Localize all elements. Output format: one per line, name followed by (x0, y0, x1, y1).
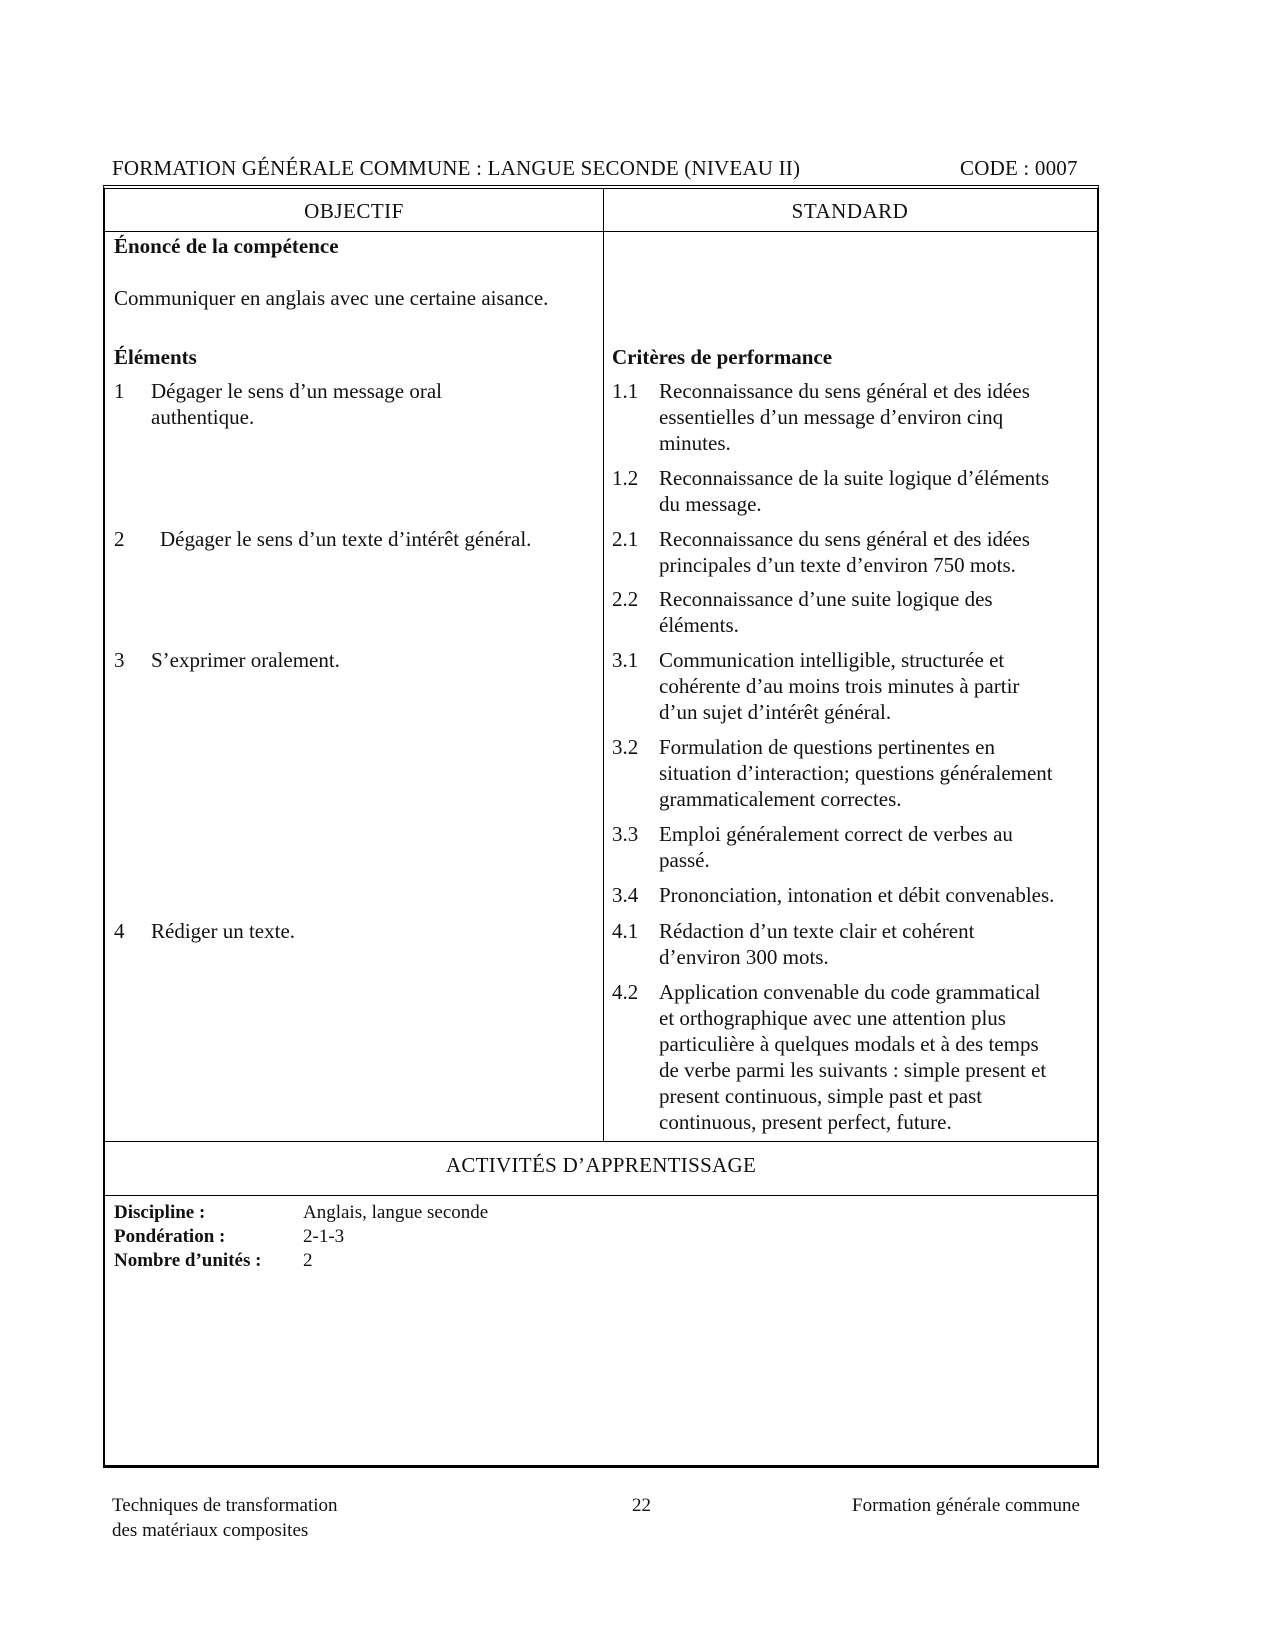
criterion-text: Emploi généralement correct de verbes au (659, 822, 1013, 846)
page-number: 22 (632, 1495, 651, 1516)
criterion-text: continuous, present perfect, future. (659, 1110, 952, 1134)
criterion-text: Rédaction d’un texte clair et cohérent (659, 919, 975, 943)
criterion-text: Application convenable du code grammatical (659, 980, 1041, 1004)
page-header-title: FORMATION GÉNÉRALE COMMUNE : LANGUE SECONDE (NIVEAU II) (112, 156, 801, 180)
element-text: Rédiger un texte. (151, 919, 296, 943)
criterion-text: Reconnaissance du sens général et des idées (659, 527, 1030, 551)
unites-label: Nombre d’unités : (114, 1250, 262, 1271)
course-code: CODE : 0007 (960, 156, 1078, 180)
footer-program-line1: Techniques de transformation (112, 1495, 338, 1516)
criterion-text: Formulation de questions pertinentes en (659, 735, 995, 759)
criterion-text: d’un sujet d’intérêt général. (659, 700, 892, 724)
criterion-number: 4.2 (612, 980, 639, 1004)
element-text: Dégager le sens d’un message oral (151, 379, 442, 403)
element-number: 2 (114, 527, 125, 551)
criterion-text: Reconnaissance de la suite logique d’éléments (659, 466, 1050, 490)
criterion-number: 3.4 (612, 883, 639, 907)
column-divider (603, 189, 604, 1141)
criterion-number: 3.1 (612, 648, 639, 672)
enonce-heading: Énoncé de la compétence (114, 234, 339, 258)
criterion-number: 4.1 (612, 919, 639, 943)
competency-table (103, 185, 1099, 1468)
activites-heading: ACTIVITÉS D’APPRENTISSAGE (445, 1153, 757, 1177)
criterion-number: 2.2 (612, 587, 639, 611)
elements-heading: Éléments (114, 345, 197, 369)
criterion-text: Prononciation, intonation et débit convenables. (659, 883, 1055, 907)
element-text: Dégager le sens d’un texte d’intérêt général. (160, 527, 532, 551)
ponderation-value: 2-1-3 (303, 1226, 345, 1247)
criterion-text: éléments. (659, 613, 739, 637)
unites-value: 2 (303, 1250, 313, 1271)
criterion-number: 1.2 (612, 466, 639, 490)
criterion-number: 1.1 (612, 379, 639, 403)
footer-program-line2: des matériaux composites (112, 1520, 309, 1541)
element-text: authentique. (151, 405, 255, 429)
criterion-number: 2.1 (612, 527, 639, 551)
element-number: 1 (114, 379, 125, 403)
discipline-label: Discipline : (114, 1202, 206, 1223)
element-text: S’exprimer oralement. (151, 648, 340, 672)
column-header-objectif: OBJECTIF (304, 199, 404, 223)
ponderation-label: Pondération : (114, 1226, 226, 1247)
footer-section: Formation générale commune (852, 1495, 1080, 1516)
activites-divider (105, 1195, 1097, 1196)
criterion-text: et orthographique avec une attention plus (659, 1006, 1006, 1030)
criterion-text: Communication intelligible, structurée et (659, 648, 1005, 672)
criterion-text: situation d’interaction; questions généralement (659, 761, 1053, 785)
criterion-text: d’environ 300 mots. (659, 945, 829, 969)
criterion-text: grammaticalement correctes. (659, 787, 902, 811)
criterion-text: present continuous, simple past et past (659, 1084, 983, 1108)
element-number: 4 (114, 919, 125, 943)
criteres-heading: Critères de performance (612, 345, 833, 369)
section-divider (105, 1141, 1097, 1142)
criterion-text: principales d’un texte d’environ 750 mots. (659, 553, 1016, 577)
criterion-text: essentielles d’un message d’environ cinq (659, 405, 1004, 429)
criterion-text: particulière à quelques modals et à des temps (659, 1032, 1039, 1056)
criterion-number: 3.3 (612, 822, 639, 846)
header-divider (105, 231, 1097, 232)
criterion-text: minutes. (659, 431, 731, 455)
criterion-number: 3.2 (612, 735, 639, 759)
criterion-text: Reconnaissance d’une suite logique des (659, 587, 993, 611)
discipline-value: Anglais, langue seconde (303, 1202, 489, 1223)
criterion-text: du message. (659, 492, 762, 516)
column-header-standard: STANDARD (791, 199, 909, 223)
criterion-text: cohérente d’au moins trois minutes à partir (659, 674, 1020, 698)
criterion-text: passé. (659, 848, 710, 872)
enonce-text: Communiquer en anglais avec une certaine aisance. (114, 286, 549, 310)
criterion-text: de verbe parmi les suivants : simple present et (659, 1058, 1047, 1082)
criterion-text: Reconnaissance du sens général et des idées (659, 379, 1030, 403)
element-number: 3 (114, 648, 125, 672)
